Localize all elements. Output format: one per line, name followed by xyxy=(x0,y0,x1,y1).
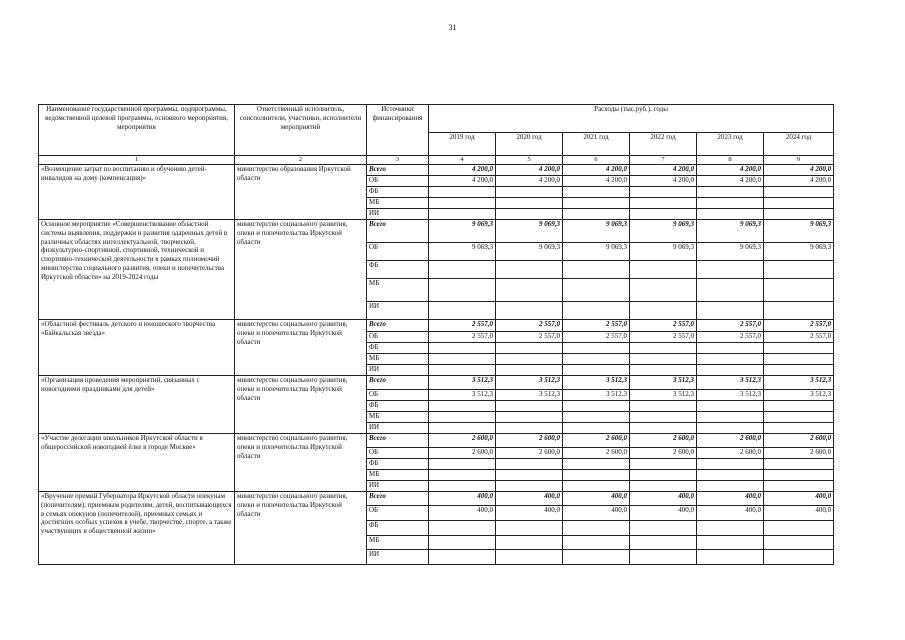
expense-value xyxy=(429,302,496,320)
expense-value: 400,0 xyxy=(630,506,697,521)
expense-value xyxy=(697,521,764,536)
expense-value: 9 069,3 xyxy=(697,220,764,243)
funding-source: Всего xyxy=(367,220,429,243)
expense-value xyxy=(764,481,834,492)
expense-value xyxy=(697,209,764,220)
expense-value xyxy=(429,354,496,365)
column-number: 3 xyxy=(367,156,429,165)
expense-value xyxy=(630,401,697,412)
funding-source: Всего xyxy=(367,320,429,332)
expense-value xyxy=(496,198,563,209)
expense-value xyxy=(764,521,834,536)
responsible-executor: министерство образования Иркутской области xyxy=(235,165,367,220)
expense-value: 9 069,3 xyxy=(496,220,563,243)
expense-value: 9 069,3 xyxy=(630,220,697,243)
expense-value: 2 600,0 xyxy=(429,434,496,448)
measure-name: «Участие делегации школьников Иркутской области в общероссийской новогодней ёлке в городе Москве» xyxy=(39,434,235,492)
expense-value xyxy=(496,459,563,470)
expense-value xyxy=(697,423,764,434)
funding-source: МБ xyxy=(367,279,429,302)
expense-value: 3 512,3 xyxy=(429,376,496,390)
expense-value: 4 200,0 xyxy=(630,165,697,176)
expense-value xyxy=(630,343,697,354)
expense-value xyxy=(429,459,496,470)
expense-value: 2 600,0 xyxy=(563,448,630,459)
funding-source: МБ xyxy=(367,198,429,209)
expense-value xyxy=(697,354,764,365)
header-year: 2024 год xyxy=(764,132,834,155)
expense-value: 2 557,0 xyxy=(630,332,697,343)
expense-value xyxy=(697,279,764,302)
expense-value: 400,0 xyxy=(697,506,764,521)
funding-source: ИИ xyxy=(367,365,429,376)
expense-value xyxy=(496,521,563,536)
funding-source: ФБ xyxy=(367,343,429,354)
funding-source: Всего xyxy=(367,434,429,448)
expense-value: 2 557,0 xyxy=(697,320,764,332)
expense-value xyxy=(563,412,630,423)
expense-value: 400,0 xyxy=(764,492,834,506)
expense-value: 9 069,3 xyxy=(496,243,563,261)
expense-value xyxy=(429,279,496,302)
expense-value xyxy=(496,550,563,565)
expense-value xyxy=(563,354,630,365)
funding-source: Всего xyxy=(367,492,429,506)
expense-value: 400,0 xyxy=(496,506,563,521)
expense-value xyxy=(429,481,496,492)
expense-value: 3 512,3 xyxy=(429,390,496,401)
expense-value xyxy=(697,187,764,198)
expense-value: 2 600,0 xyxy=(764,434,834,448)
expense-value: 3 512,3 xyxy=(496,376,563,390)
expense-value: 400,0 xyxy=(429,506,496,521)
table-row-total xyxy=(39,434,834,448)
expense-value xyxy=(697,261,764,279)
expense-value xyxy=(630,198,697,209)
expense-value xyxy=(764,470,834,481)
funding-source: Всего xyxy=(367,376,429,390)
expense-value: 9 069,3 xyxy=(429,243,496,261)
expense-value xyxy=(429,365,496,376)
expense-value xyxy=(563,459,630,470)
funding-source: ФБ xyxy=(367,187,429,198)
column-number: 7 xyxy=(630,156,697,165)
funding-source: ФБ xyxy=(367,521,429,536)
expense-value xyxy=(764,343,834,354)
expense-value xyxy=(429,412,496,423)
expense-value: 400,0 xyxy=(563,492,630,506)
expense-value xyxy=(697,401,764,412)
expense-value xyxy=(496,412,563,423)
expense-value: 2 600,0 xyxy=(496,448,563,459)
expense-value xyxy=(429,343,496,354)
expense-value xyxy=(630,481,697,492)
funding-source: ИИ xyxy=(367,209,429,220)
expense-value xyxy=(496,401,563,412)
expense-value: 400,0 xyxy=(697,492,764,506)
expense-value: 3 512,3 xyxy=(764,376,834,390)
expense-value: 2 557,0 xyxy=(697,332,764,343)
expense-value: 9 069,3 xyxy=(563,220,630,243)
expense-value: 4 200,0 xyxy=(764,176,834,187)
funding-source: МБ xyxy=(367,354,429,365)
expense-value: 2 600,0 xyxy=(630,434,697,448)
expense-value xyxy=(429,423,496,434)
expense-value xyxy=(764,302,834,320)
expense-value xyxy=(697,198,764,209)
expense-value xyxy=(697,365,764,376)
expense-value: 3 512,3 xyxy=(697,376,764,390)
expense-value xyxy=(697,343,764,354)
expense-value: 4 200,0 xyxy=(697,165,764,176)
expense-value: 9 069,3 xyxy=(563,243,630,261)
funding-source: МБ xyxy=(367,412,429,423)
expense-value xyxy=(563,279,630,302)
expense-value: 9 069,3 xyxy=(697,243,764,261)
expense-value xyxy=(697,302,764,320)
expense-value xyxy=(697,459,764,470)
expense-value: 4 200,0 xyxy=(630,176,697,187)
funding-source: ИИ xyxy=(367,423,429,434)
header-year: 2022 год xyxy=(630,132,697,155)
expense-value xyxy=(429,261,496,279)
responsible-executor: министерство социального развития, опеки и попечительства Иркутской области xyxy=(235,492,367,565)
expense-value: 2 600,0 xyxy=(697,434,764,448)
funding-source: ОБ xyxy=(367,506,429,521)
funding-source: ИИ xyxy=(367,481,429,492)
expense-value: 2 557,0 xyxy=(630,320,697,332)
expense-value xyxy=(496,209,563,220)
column-number: 8 xyxy=(697,156,764,165)
expense-value xyxy=(630,279,697,302)
header-name: Наименование государственной программы, подпрограммы, ведомственной целевой программы, основного мероприятия, мероприятия xyxy=(39,105,235,156)
expense-value: 2 600,0 xyxy=(764,448,834,459)
expense-value: 2 557,0 xyxy=(429,332,496,343)
expense-value xyxy=(764,198,834,209)
column-number: 4 xyxy=(429,156,496,165)
expense-value xyxy=(697,550,764,565)
expense-value: 2 600,0 xyxy=(697,448,764,459)
expense-value xyxy=(429,550,496,565)
expense-value xyxy=(563,536,630,550)
expense-value: 4 200,0 xyxy=(429,176,496,187)
expense-value: 3 512,3 xyxy=(496,390,563,401)
responsible-executor: министерство социального развития, опеки и попечительства Иркутской области xyxy=(235,220,367,320)
expense-value xyxy=(630,550,697,565)
table-row-total xyxy=(39,220,834,243)
expense-value xyxy=(630,261,697,279)
expense-value: 2 600,0 xyxy=(630,448,697,459)
funding-source: ФБ xyxy=(367,401,429,412)
expense-value xyxy=(429,198,496,209)
expense-value: 2 557,0 xyxy=(764,320,834,332)
expense-value: 400,0 xyxy=(764,506,834,521)
expense-value xyxy=(630,354,697,365)
expense-value xyxy=(630,521,697,536)
expense-value xyxy=(630,412,697,423)
expense-value xyxy=(563,198,630,209)
expense-value: 400,0 xyxy=(563,506,630,521)
expense-value: 2 557,0 xyxy=(429,320,496,332)
funding-source: Всего xyxy=(367,165,429,176)
header-year: 2020 год xyxy=(496,132,563,155)
expense-value xyxy=(764,365,834,376)
header-responsible: Ответственный исполнитель, соисполнители, участники, исполнители мероприятий xyxy=(235,105,367,156)
table-row-total xyxy=(39,376,834,390)
expense-value: 4 200,0 xyxy=(563,176,630,187)
expense-value: 4 200,0 xyxy=(563,165,630,176)
expense-value xyxy=(563,423,630,434)
expense-value: 3 512,3 xyxy=(697,390,764,401)
expense-value xyxy=(764,423,834,434)
expense-value: 9 069,3 xyxy=(429,220,496,243)
expense-value: 9 069,3 xyxy=(630,243,697,261)
expense-value: 4 200,0 xyxy=(496,165,563,176)
funding-source: ФБ xyxy=(367,459,429,470)
expense-value xyxy=(563,365,630,376)
expense-value: 3 512,3 xyxy=(630,376,697,390)
expense-value xyxy=(496,536,563,550)
expense-value xyxy=(496,343,563,354)
measure-name: Основное мероприятие «Совершенствование областной системы выявления, поддержки и развития одаренных детей в различных областях интеллектуальной, творческой, физкультурно-спортивной, спортивной, технической и спортивно-технической деятельности в рамках полномочий министерства социального развития, опеки и попечительства Иркутской области» на 2019-2024 годы xyxy=(39,220,235,320)
expense-value xyxy=(496,187,563,198)
expense-value xyxy=(630,536,697,550)
expense-value: 3 512,3 xyxy=(630,390,697,401)
expense-value xyxy=(429,187,496,198)
expense-value xyxy=(764,261,834,279)
header-sources: Источники финансирования xyxy=(367,105,429,156)
expense-value xyxy=(630,209,697,220)
funding-source: ИИ xyxy=(367,550,429,565)
header-year: 2021 год xyxy=(563,132,630,155)
expense-value xyxy=(563,209,630,220)
column-number: 6 xyxy=(563,156,630,165)
expense-value: 3 512,3 xyxy=(764,390,834,401)
expense-value: 2 557,0 xyxy=(496,332,563,343)
expense-value xyxy=(764,459,834,470)
expense-value xyxy=(563,302,630,320)
expense-value xyxy=(429,536,496,550)
expense-value: 2 600,0 xyxy=(429,448,496,459)
expense-value xyxy=(764,412,834,423)
expense-value xyxy=(563,521,630,536)
expense-value xyxy=(496,365,563,376)
measure-name: «Возмещение затрат по воспитанию и обучению детей-инвалидов на дому (компенсация)» xyxy=(39,165,235,220)
header-year: 2019 год xyxy=(429,132,496,155)
expense-value xyxy=(764,401,834,412)
expense-value xyxy=(563,470,630,481)
expense-value xyxy=(496,279,563,302)
expense-value: 3 512,3 xyxy=(563,390,630,401)
expense-value: 400,0 xyxy=(429,492,496,506)
expense-value xyxy=(496,423,563,434)
expense-value xyxy=(429,521,496,536)
funding-source: ОБ xyxy=(367,390,429,401)
expense-value: 400,0 xyxy=(630,492,697,506)
expense-value xyxy=(764,354,834,365)
column-number: 1 xyxy=(39,156,235,165)
funding-source: ОБ xyxy=(367,243,429,261)
column-number: 5 xyxy=(496,156,563,165)
header-expenses: Расходы (тыс.руб.), годы xyxy=(429,105,834,133)
funding-source: МБ xyxy=(367,470,429,481)
expense-value xyxy=(563,261,630,279)
expense-value xyxy=(764,550,834,565)
expense-value xyxy=(630,459,697,470)
expense-value xyxy=(563,481,630,492)
expense-value xyxy=(429,470,496,481)
expense-value: 2 557,0 xyxy=(563,332,630,343)
expense-value xyxy=(764,536,834,550)
expense-value xyxy=(496,470,563,481)
expense-value: 4 200,0 xyxy=(764,165,834,176)
funding-source: ОБ xyxy=(367,176,429,187)
expense-value xyxy=(764,187,834,198)
expense-value xyxy=(697,412,764,423)
expense-value xyxy=(496,261,563,279)
expense-value xyxy=(764,279,834,302)
expense-value xyxy=(563,401,630,412)
expense-value xyxy=(496,354,563,365)
expense-value xyxy=(563,550,630,565)
expense-value: 400,0 xyxy=(496,492,563,506)
funding-source: ФБ xyxy=(367,261,429,279)
expense-value xyxy=(429,209,496,220)
measure-name: «Организация проведения мероприятий, связанных с новогодними праздниками для детей» xyxy=(39,376,235,434)
expense-value xyxy=(630,302,697,320)
expense-value xyxy=(697,536,764,550)
funding-source: ОБ xyxy=(367,332,429,343)
expense-value xyxy=(630,470,697,481)
expense-value: 2 557,0 xyxy=(496,320,563,332)
expense-value xyxy=(764,209,834,220)
expense-value xyxy=(630,365,697,376)
budget-table xyxy=(38,104,834,565)
column-number: 9 xyxy=(764,156,834,165)
funding-source: ИИ xyxy=(367,302,429,320)
expense-value: 2 600,0 xyxy=(563,434,630,448)
responsible-executor: министерство социального развития, опеки и попечительства Иркутской области xyxy=(235,434,367,492)
expense-value: 9 069,3 xyxy=(764,220,834,243)
expense-value: 4 200,0 xyxy=(429,165,496,176)
expense-value xyxy=(496,481,563,492)
expense-value: 4 200,0 xyxy=(697,176,764,187)
expense-value xyxy=(563,187,630,198)
expense-value: 3 512,3 xyxy=(563,376,630,390)
expense-value: 2 557,0 xyxy=(563,320,630,332)
expense-value: 4 200,0 xyxy=(496,176,563,187)
measure-name: «Областной фестиваль детского и юношеского творчества «Байкальская звезда» xyxy=(39,320,235,376)
responsible-executor: министерство социального развития, опеки и попечительства Иркутской области xyxy=(235,320,367,376)
expense-value xyxy=(563,343,630,354)
responsible-executor: министерство социального развития, опеки и попечительства Иркутской области xyxy=(235,376,367,434)
expense-value xyxy=(697,481,764,492)
expense-value xyxy=(697,470,764,481)
header-year: 2023 год xyxy=(697,132,764,155)
expense-value xyxy=(630,187,697,198)
table-row-total xyxy=(39,165,834,176)
table-body xyxy=(39,165,834,565)
column-number: 2 xyxy=(235,156,367,165)
page-number: 31 xyxy=(448,23,457,32)
table-row-total xyxy=(39,320,834,332)
expense-value: 9 069,3 xyxy=(764,243,834,261)
table-row-total xyxy=(39,492,834,506)
funding-source: ОБ xyxy=(367,448,429,459)
expense-value xyxy=(496,302,563,320)
funding-source: МБ xyxy=(367,536,429,550)
expense-value: 2 600,0 xyxy=(496,434,563,448)
expense-value xyxy=(630,423,697,434)
expense-value: 2 557,0 xyxy=(764,332,834,343)
measure-name: «Вручение премий Губернатора Иркутской области опекунам (попечителям), приемным родителям, детей, воспитывающихся в семьях опекунов (попечителей), приемных семьях и достигших особых успехов в учебе, творчестве, спорте, а также участвующих в общественной жизни» xyxy=(39,492,235,565)
expense-value xyxy=(429,401,496,412)
